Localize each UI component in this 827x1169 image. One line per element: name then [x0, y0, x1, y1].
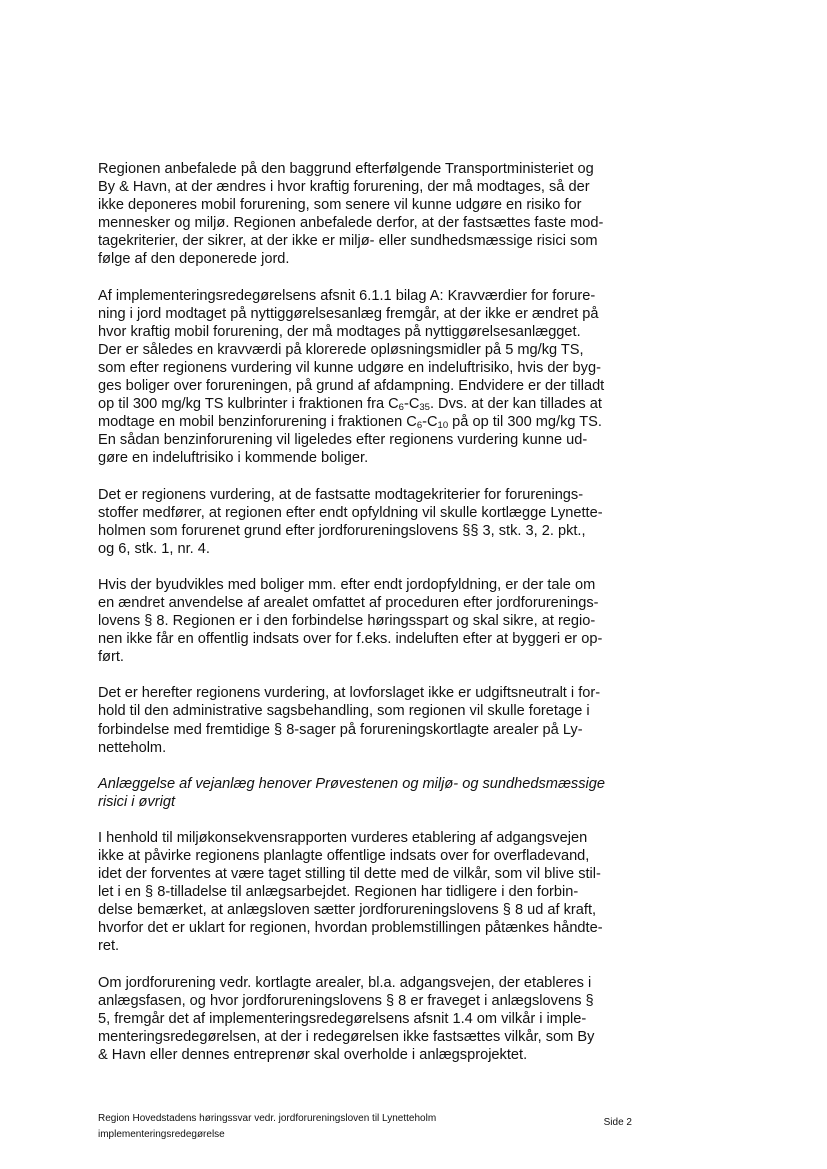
- text-line: hvorfor det er uklart for regionen, hvordan problemstillingen påtænkes håndte-: [98, 920, 603, 937]
- text-line: gøre en indeluftrisiko i kommende boliger.: [98, 450, 369, 467]
- text-line: stoffer medfører, at regionen efter endt opfyldning vil skulle kortlægge Lynette-: [98, 504, 603, 521]
- text-line: hold til den administrative sagsbehandling, som regionen vil skulle foretage i: [98, 703, 590, 720]
- text-line: Det er regionens vurdering, at de fastsatte modtagekriterier for forurenings-: [98, 486, 584, 503]
- text-line: 5, fremgår det af implementeringsredegørelsens afsnit 1.4 om vilkår i imple-: [98, 1010, 587, 1027]
- text-line-c6-c10: [98, 413, 642, 431]
- text-line: I henhold til miljøkonsekvensrapporten vurderes etablering af adgangsvejen: [98, 829, 588, 846]
- text-line: tagekriterier, der sikrer, at der ikke er miljø- eller sundhedsmæssige risici som: [98, 233, 598, 250]
- text-line: idet der forventes at være taget stilling til dette med de vilkår, som vil blive stil-: [98, 866, 601, 883]
- text-line: en ændret anvendelse af arealet omfattet af proceduren efter jordforurenings-: [98, 594, 599, 611]
- subscript: 10: [437, 420, 449, 432]
- text-line: Det er herefter regionens vurdering, at lovforslaget ikke er udgiftsneutralt i for-: [98, 685, 601, 702]
- text-segment: -C: [403, 396, 420, 413]
- text-line: ret.: [98, 938, 120, 955]
- text-line: holmen som forurenet grund efter jordforureningslovens §§ 3, stk. 3, 2. pkt.,: [98, 522, 586, 539]
- paragraph-access-road: [98, 829, 642, 956]
- footer-title-line: Region Hovedstadens høringssvar vedr. jordforureningsloven til Lynetteholm: [98, 1113, 437, 1124]
- text-line: nen ikke får en offentlig indsats over for f.eks. indeluften efter at byggeri er op-: [98, 631, 603, 648]
- document-body: [98, 160, 642, 1082]
- text-line: mennesker og miljø. Regionen anbefalede derfor, at der fastsættes faste mod-: [98, 215, 604, 232]
- paragraph-mapping: [98, 486, 642, 558]
- text-line: ført.: [98, 649, 124, 666]
- text-line: som efter regionens vurdering vil kunne udgøre en indeluftrisiko, hvis der byg-: [98, 359, 601, 376]
- paragraph-urban-development: [98, 576, 642, 666]
- text-segment: . Dvs. at der kan tillades at: [429, 396, 602, 413]
- text-line-c6-c35: [98, 395, 642, 413]
- text-segment: på op til 300 mg/kg TS.: [448, 414, 602, 431]
- subheading-line: Anlæggelse af vejanlæg henover Prøvestenen og miljø- og sundhedsmæssige: [98, 775, 605, 792]
- text-line: hvor kraftig mobil forurening, der må modtages på nyttiggørelsesanlægget.: [98, 323, 581, 340]
- text-line: Hvis der byudvikles med boliger mm. efter endt jordopfyldning, er der tale om: [98, 576, 596, 593]
- subscript: 6: [416, 420, 423, 432]
- section-subheading: [98, 775, 642, 811]
- text-line: ikke deponeres mobil forurening, som senere vil kunne udgøre en risiko for: [98, 197, 582, 214]
- text-line: Der er således en kravværdi på klorerede opløsningsmidler på 5 mg/kg TS,: [98, 341, 584, 358]
- subheading-line: risici i øvrigt: [98, 793, 176, 810]
- text-segment: modtage en mobil benzinforurening i fraktionen C: [98, 414, 417, 431]
- text-line: forbindelse med fremtidige § 8-sager på forureningskortlagte arealer på Ly-: [98, 721, 583, 738]
- text-line: lovens § 8. Regionen er i den forbindelse høringsspart og skal sikre, at regio-: [98, 613, 596, 630]
- footer-title-line: implementeringsredegørelse: [98, 1129, 225, 1140]
- text-line: By & Havn, at der ændres i hvor kraftig forurening, der må modtages, så der: [98, 179, 590, 196]
- text-segment: -C: [422, 414, 438, 431]
- text-line: Regionen anbefalede på den baggrund efterfølgende Transportministeriet og: [98, 161, 594, 177]
- paragraph-soil-contamination: [98, 974, 642, 1064]
- paragraph-cost-neutrality: [98, 684, 642, 756]
- text-line: ges boliger over forureningen, på grund af afdampning. Endvidere er der tilladt: [98, 378, 605, 395]
- text-line: ning i jord modtaget på nyttiggørelsesanlæg fremgår, at der ikke er ændret på: [98, 305, 599, 322]
- subscript: 6: [398, 402, 404, 414]
- text-line: Om jordforurening vedr. kortlagte arealer, bl.a. adgangsvejen, der etableres i: [98, 974, 592, 991]
- text-line: anlægsfasen, og hvor jordforureningslovens § 8 er fraveget i anlægslovens §: [98, 992, 594, 1009]
- text-line: menteringsredegørelsen, at der i redegørelsen ikke fastsættes vilkår, som By: [98, 1028, 595, 1045]
- text-line: følge af den deponerede jord.: [98, 251, 290, 268]
- text-line: let i en § 8-tilladelse til anlægsarbejdet. Regionen har tidligere i den forbin-: [98, 884, 579, 901]
- text-line: Af implementeringsredegørelsens afsnit 6.1.1 bilag A: Kravværdier for forure-: [98, 287, 596, 304]
- text-line: netteholm.: [98, 739, 167, 756]
- footer-title: [98, 1111, 538, 1143]
- text-line: & Havn eller dennes entreprenør skal overholde i anlægsprojektet.: [98, 1046, 528, 1063]
- text-line: ikke at påvirke regionens planlagte offentlige indsats over for overfladevand,: [98, 848, 590, 864]
- paragraph-recommendation: [98, 160, 642, 269]
- page-footer: [98, 1111, 632, 1143]
- text-line: En sådan benzinforurening vil ligeledes efter regionens vurdering kunne ud-: [98, 432, 588, 449]
- paragraph-requirement-values: [98, 287, 642, 468]
- text-line: delse bemærket, at anlægsloven sætter jordforureningslovens § 8 ud af kraft,: [98, 902, 597, 919]
- subscript: 35: [419, 402, 430, 414]
- text-line: og 6, stk. 1, nr. 4.: [98, 540, 210, 557]
- page-number: Side 2: [603, 1117, 632, 1128]
- text-segment: op til 300 mg/kg TS kulbrinter i fraktionen fra C: [98, 396, 399, 413]
